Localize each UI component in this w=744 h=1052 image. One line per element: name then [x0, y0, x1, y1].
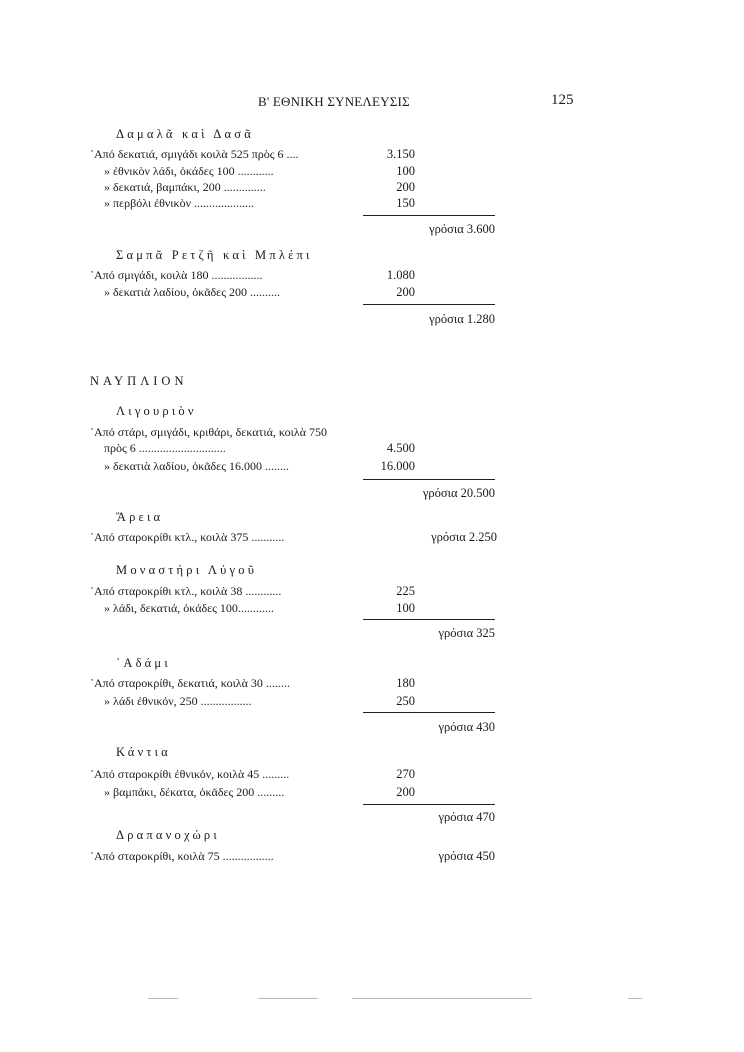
block-total: γρόσια 20.500 — [422, 486, 495, 500]
place-heading: Ἄρεια — [116, 510, 164, 524]
entry-line: » δεκατιὰ λαδίου, ὀκᾶδες 200 .......... — [104, 285, 280, 299]
sum-rule — [363, 804, 495, 805]
running-header: Β' ΕΘΝΙΚΗ ΣΥΝΕΛΕΥΣΙΣ — [258, 94, 410, 109]
section-heading: ΝΑΥΠΛΙΟΝ — [90, 374, 188, 388]
place-heading: ᾿Αδάμι — [116, 656, 171, 670]
entry-amount: 200 — [396, 180, 415, 194]
entry-line: ᾿Από σταροκρίθι, κοιλὰ 75 ................. — [90, 849, 274, 863]
block-total: γρόσια 325 — [438, 626, 495, 640]
entry-amount: 180 — [396, 676, 415, 690]
block-total: γρόσια 470 — [438, 810, 495, 824]
entry-line: » περβόλι ἐθνικὸν .................... — [104, 196, 255, 210]
entry-amount: 16.000 — [380, 459, 415, 473]
scan-artifact — [148, 998, 178, 999]
sum-rule — [363, 712, 495, 713]
entry-line: ᾿Από σμιγάδι, κοιλὰ 180 ................. — [90, 268, 263, 282]
entry-line: » βαμπάκι, δέκατα, ὀκᾶδες 200 ......... — [104, 785, 285, 799]
entry-amount: 150 — [396, 196, 415, 210]
sum-rule — [363, 215, 495, 216]
entry-line: ᾿Από σταροκρίθι ἐθνικόν, κοιλὰ 45 ......... — [90, 767, 290, 781]
entry-line: » λάδι ἐθνικόν, 250 ................. — [104, 694, 252, 708]
entry-line: πρὸς 6 ............................. — [104, 441, 226, 455]
entry-line: » ἐθνικὸν λάδι, ὀκάδες 100 ............ — [104, 164, 274, 178]
block-total: γρόσια 1.280 — [429, 312, 495, 326]
entry-line: ᾿Από στάρι, σμιγάδι, κριθάρι, δεκατιά, κοιλὰ 750 — [90, 425, 328, 439]
place-heading: Δραπανοχώρι — [116, 828, 220, 842]
entry-amount: 100 — [396, 601, 415, 615]
place-heading: Κάντια — [116, 745, 171, 759]
sum-rule — [363, 304, 495, 305]
place-heading: Μοναστήρι Λύγοῦ — [116, 563, 258, 577]
entry-amount: 200 — [396, 285, 415, 299]
entry-line: ᾿Από σταροκρίθι κτλ., κοιλὰ 38 ............ — [90, 584, 282, 598]
entry-line: » δεκατιά, βαμπάκι, 200 .............. — [104, 180, 266, 194]
entry-amount: 3.150 — [386, 147, 415, 161]
page-number: 125 — [551, 92, 574, 108]
entry-line: » λάδι, δεκατιά, ὀκάδες 100............ — [104, 601, 274, 615]
entry-amount: 200 — [396, 785, 415, 799]
entry-amount: 4.500 — [386, 441, 415, 455]
block-total: γρόσια 430 — [438, 720, 495, 734]
entry-line: ᾿Από δεκατιά, σμιγάδι κοιλὰ 525 πρὸς 6 .... — [90, 147, 299, 161]
entry-line: ᾿Από σταροκρίθι κτλ., κοιλὰ 375 ........... — [90, 530, 285, 544]
entry-amount: 100 — [396, 164, 415, 178]
place-heading: Δαμαλᾶ καὶ Δασᾶ — [116, 127, 254, 141]
entry-line: » δεκατιὰ λαδίου, ὀκᾶδες 16.000 ........ — [104, 459, 289, 473]
entry-amount: 1.080 — [386, 268, 415, 282]
entry-line: ᾿Από σταροκρίθι, δεκατιά, κοιλὰ 30 ........ — [90, 676, 290, 690]
sum-rule — [363, 479, 495, 480]
place-heading: Λιγουριὸν — [116, 404, 197, 418]
sum-rule — [363, 619, 495, 620]
block-total: γρόσια 2.250 — [431, 530, 497, 544]
place-heading: Σαμπᾶ Ρετζῆ καὶ Μπλέπι — [116, 248, 313, 262]
scan-artifact — [352, 998, 532, 999]
block-total: γρόσια 3.600 — [429, 222, 495, 236]
entry-amount: 250 — [396, 694, 415, 708]
entry-amount: 270 — [396, 767, 415, 781]
block-total: γρόσια 450 — [438, 849, 495, 863]
scan-artifact — [628, 998, 642, 999]
scan-artifact — [258, 998, 318, 999]
entry-amount: 225 — [396, 584, 415, 598]
